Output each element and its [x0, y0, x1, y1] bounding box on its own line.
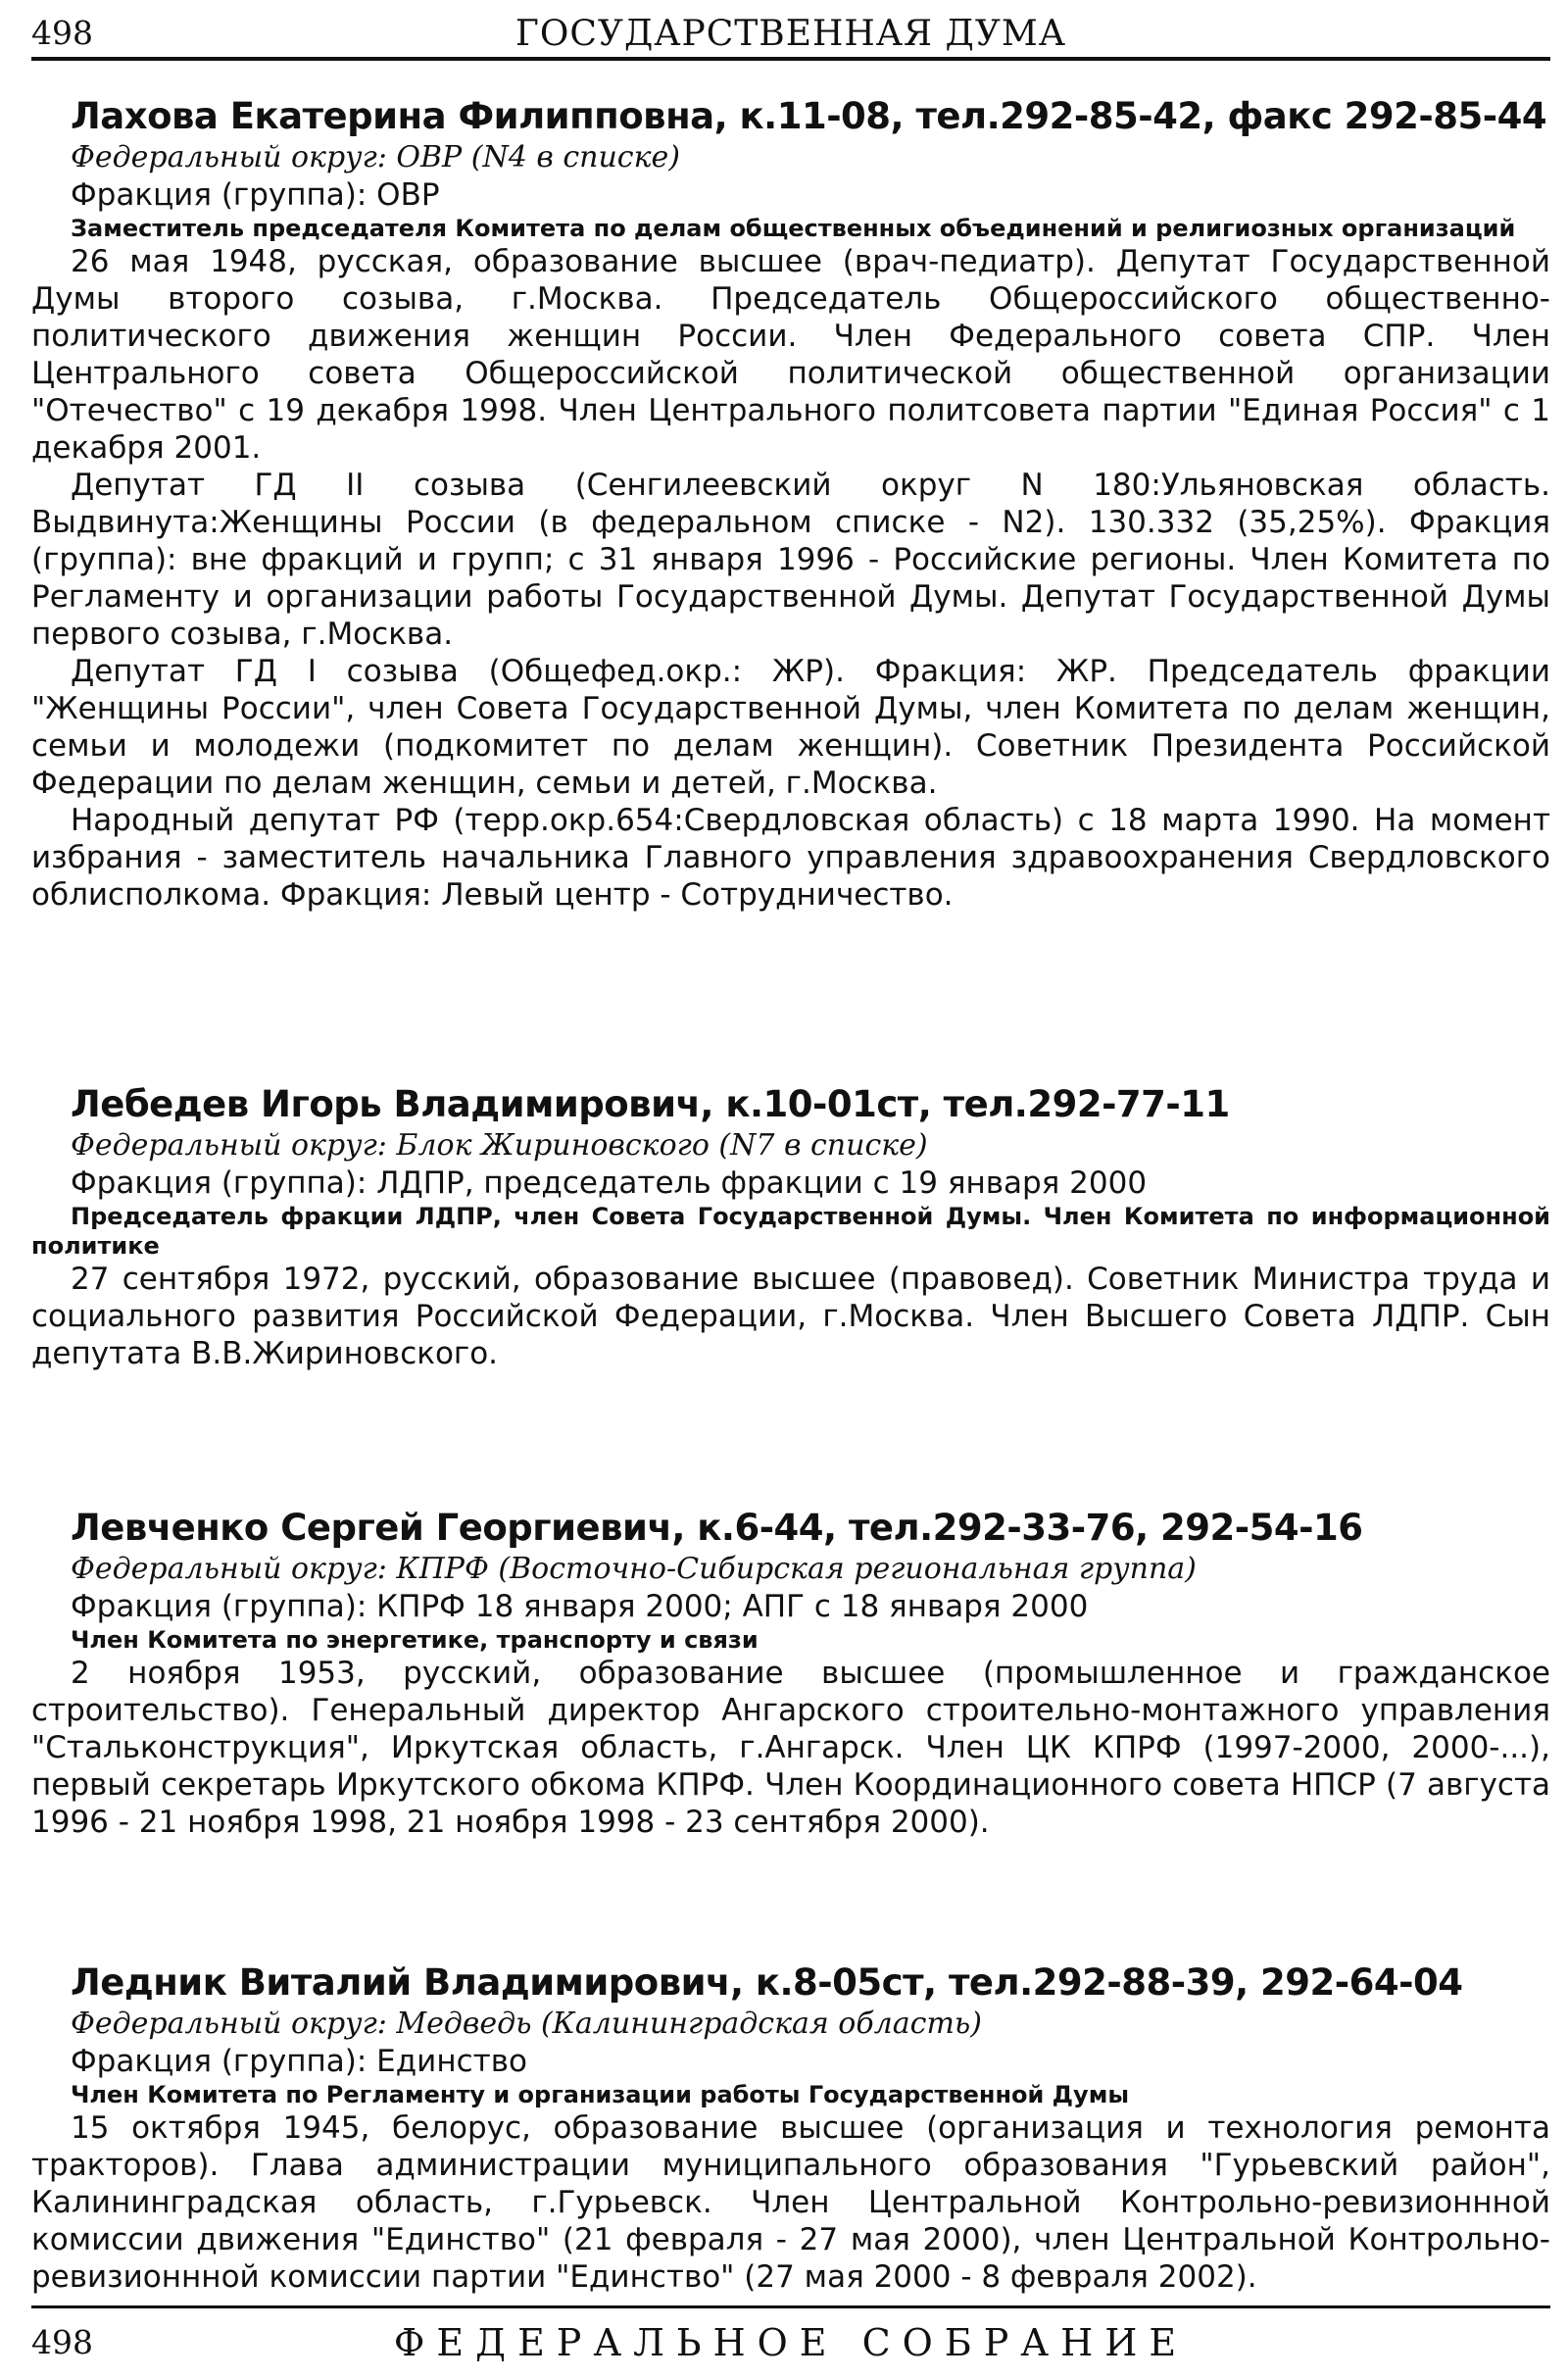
deputy-bio-paragraph: Депутат ГД II созыва (Сенгилеевский округ N 180:Ульяновская область. Выдвинута:Женщины России (в федеральном списке - N2). 130.332 (35,25%). Фракция (группа): вне фракций и групп; с 31 января 1996 - Российские регионы. Член Комитета по Регламенту и организации работы Государственной Думы. Депутат Государственной Думы первого созыва, г.Москва.: [31, 468, 1550, 652]
header-page-number: 498: [31, 14, 93, 52]
running-footer: [31, 2313, 1550, 2372]
deputy-bio-paragraph: Депутат ГД I созыва (Общефед.окр.: ЖР). Фракция: ЖР. Председатель фракции "Женщины России", член Совета Государственной Думы, член Комитета по делам женщин, семьи и молодежи (подкомитет по делам женщин). Советник Президента Российской Федерации по делам женщин, семьи и детей, г.Москва.: [31, 654, 1550, 801]
deputy-faction: Фракция (группа): ОВР: [71, 177, 440, 213]
deputy-faction: Фракция (группа): ЛДПР, председатель фракции с 19 января 2000: [71, 1165, 1148, 1201]
deputy-bio-paragraph: 26 мая 1948, русская, образование высшее (врач-педиатр). Депутат Государственной Думы второго созыва, г.Москва. Председатель Общероссийского общественно-политического движения женщин России. Член Федерального совета СПР. Член Центрального совета Общероссийской политической общественной организации "Отечество" с 19 декабря 1998. Член Центрального политсовета партии "Единая Россия" с 1 декабря 2001.: [31, 244, 1550, 466]
deputy-name: Левченко Сергей Георгиевич, к.6-44, тел.292-33-76, 292-54-16: [71, 1507, 1363, 1549]
running-header: [31, 8, 1550, 57]
deputy-entry-lebedev: [31, 1082, 1550, 1372]
deputy-district: Федеральный округ: ОВР (N4 в списке): [71, 140, 680, 174]
deputy-faction: Фракция (группа): КПРФ 18 января 2000; АПГ с 18 января 2000: [71, 1589, 1089, 1624]
deputy-faction: Фракция (группа): Единство: [71, 2044, 527, 2079]
deputy-position: Председатель фракции ЛДПР, член Совета Государственной Думы. Член Комитета по информационной политике: [31, 1203, 1550, 1260]
header-rule: [31, 57, 1550, 61]
deputy-entry-levchenko: [31, 1506, 1550, 1841]
deputy-position: Член Комитета по Регламенту и организации работы Государственной Думы: [71, 2081, 1130, 2108]
deputy-district: Федеральный округ: Медведь (Калининградская область): [71, 2007, 982, 2041]
deputy-bio-paragraph: 2 ноября 1953, русский, образование высшее (промышленное и гражданское строительство). Генеральный директор Ангарского строительно-монтажного управления "Стальконструкция", Иркутская область, г.Ангарск. Член ЦК КПРФ (1997-2000, 2000-...), первый секретарь Иркутского обкома КПРФ. Член Координационного совета НПСР (7 августа 1996 - 21 ноября 1998, 21 ноября 1998 - 23 сентября 2000).: [31, 1656, 1550, 1840]
deputy-bio-paragraph: Народный депутат РФ (терр.окр.654:Свердловская область) с 18 марта 1990. На момент избрания - заместитель начальника Главного управления здравоохранения Свердловского облисполкома. Фракция: Левый центр - Сотрудничество.: [31, 803, 1550, 913]
deputy-district: Федеральный округ: КПРФ (Восточно-Сибирская региональная группа): [71, 1552, 1197, 1586]
deputy-name: Лахова Екатерина Филипповна, к.11-08, тел.292-85-42, факс 292-85-44: [71, 95, 1547, 137]
deputy-bio-paragraph: 15 октября 1945, белорус, образование высшее (организация и технология ремонта тракторов). Глава администрации муниципального образования "Гурьевский район", Калининградская область, г.Гурьевск. Член Центральной Контрольно-ревизионнной комиссии движения "Единство" (21 февраля - 27 мая 2000), член Центральной Контрольно-ревизионнной комиссии партии "Единство" (27 мая 2000 - 8 февраля 2002).: [31, 2110, 1550, 2295]
deputy-entry-lednik: [31, 1960, 1550, 2296]
footer-title: ФЕДЕРАЛЬНОЕ СОБРАНИЕ: [393, 2321, 1189, 2364]
footer-page-number: 498: [31, 2323, 93, 2361]
deputy-bio-paragraph: 27 сентября 1972, русский, образование высшее (правовед). Советник Министра труда и социального развития Российской Федерации, г.Москва. Член Высшего Совета ЛДПР. Сын депутата В.В.Жириновского.: [31, 1262, 1550, 1371]
deputy-name: Ледник Виталий Владимирович, к.8-05ст, тел.292-88-39, 292-64-04: [71, 1961, 1463, 2004]
header-title: ГОСУДАРСТВЕННАЯ ДУМА: [515, 14, 1066, 54]
deputy-position: Заместитель председателя Комитета по делам общественных объединений и религиозных организаций: [71, 215, 1516, 242]
deputy-name: Лебедев Игорь Владимирович, к.10-01ст, тел.292-77-11: [71, 1083, 1230, 1125]
footer-rule: [31, 2305, 1550, 2308]
deputy-position: Член Комитета по энергетике, транспорту и связи: [71, 1626, 759, 1654]
deputy-district: Федеральный округ: Блок Жириновского (N7 в списке): [71, 1128, 928, 1163]
deputy-entry-lakhova: [31, 94, 1550, 914]
document-page: [31, 0, 1550, 2379]
